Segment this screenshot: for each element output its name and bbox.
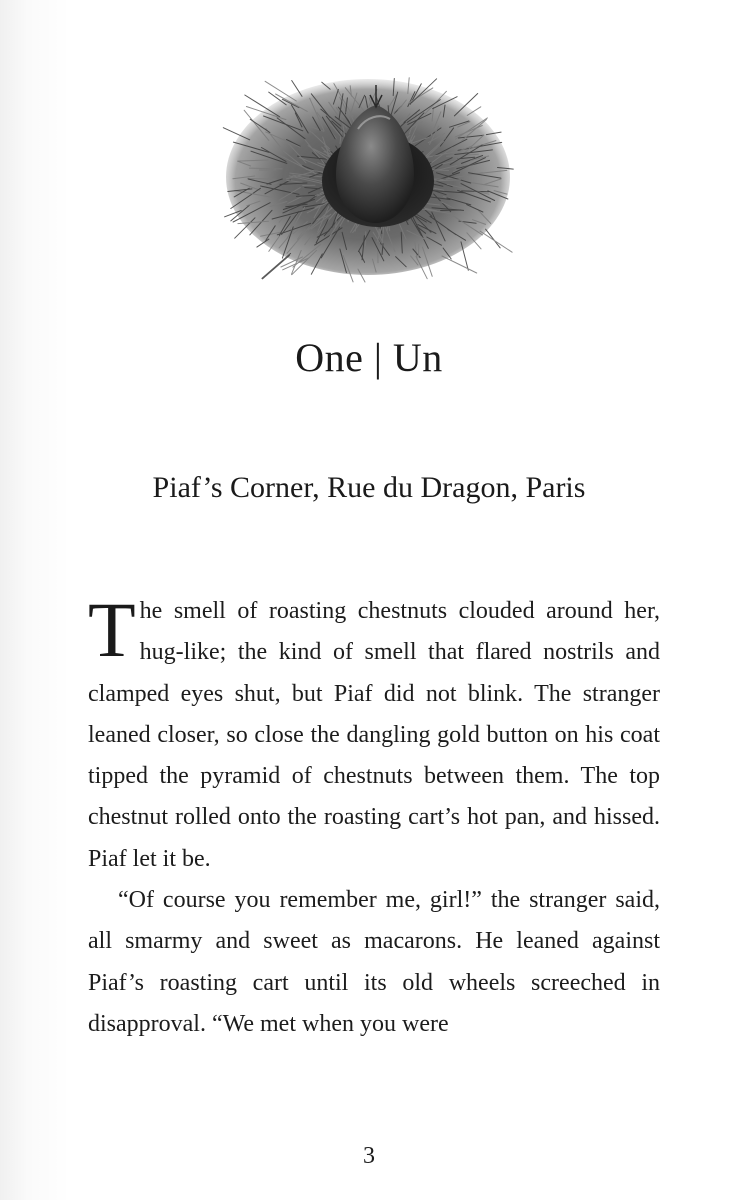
chestnut-burr-icon: [218, 55, 518, 285]
page-number: 3: [363, 1143, 375, 1169]
chapter-title: One | Un: [295, 335, 443, 380]
paragraph-text: he smell of roasting chestnuts clouded around her, hug-like; the kind of smell that flared nostrils and clamped eyes shut, but Piaf did not blink. The stranger leaned closer, so close the dangling gold button on his coat tipped the pyramid of chestnuts between them. The top chestnut rolled onto the roasting cart’s hot pan, and hissed. Piaf let it be.: [88, 598, 660, 872]
body-text: [88, 586, 660, 1045]
paragraph: [88, 586, 660, 880]
drop-cap: T: [88, 586, 136, 673]
page-gutter-shadow: [0, 0, 70, 1200]
chapter-subtitle: Piaf’s Corner, Rue du Dragon, Paris: [152, 471, 586, 504]
paragraph: “Of course you remember me, girl!” the stranger said, all smarmy and sweet as macarons. He leaned against Piaf’s roasting cart until its old wheels screeched in disapproval. “We met when you were: [88, 887, 660, 1037]
